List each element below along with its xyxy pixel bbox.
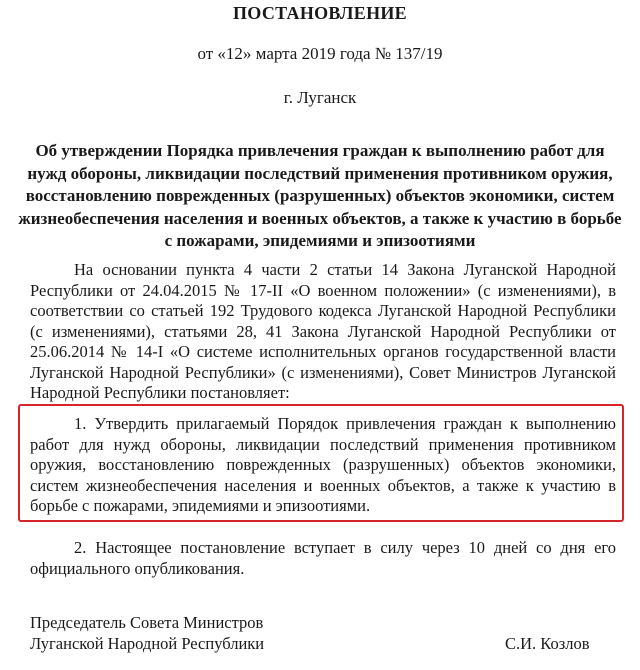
document-date-number: от «12» марта 2019 года № 137/19: [197, 44, 443, 63]
document-subject-heading: Об утверждении Порядка привлечения граждан к выполнению работ для нужд обороны, ликвидации последствий применения противником оружия, восстановлению поврежденных (разрушенных) объектов экономики, систем жизнеобеспечения населения и военных объектов, а также к участию в борьбе с пожарами, эпидемиями и эпизоотиями: [18, 141, 622, 250]
clause-2-paragraph: 2. Настоящее постановление вступает в силу через 10 дней со дня его официального опубликования.: [30, 538, 616, 578]
document-title: ПОСТАНОВЛЕНИЕ: [233, 3, 407, 23]
signatory-name: С.И. Козлов: [505, 634, 590, 653]
signatory-position-line-2: Луганской Народной Республики: [30, 633, 265, 653]
signatory-position: [30, 613, 264, 654]
clause-1-paragraph: 1. Утвердить прилагаемый Порядок привлечения граждан к выполнению работ для нужд обороны, ликвидации последствий применения противником оружия, восстановлению поврежденных (разрушенных) объектов экономики, систем жизнеобеспечения населения и военных объектов, а также к участию в борьбе с пожарами, эпидемиями и эпизоотиями.: [30, 414, 616, 515]
signatory-position-line-1: Председатель Совета Министров: [30, 613, 264, 632]
preamble-paragraph: На основании пункта 4 части 2 статьи 14 Закона Луганской Народной Республики от 24.04.2015 № 17-II «О военном положении» (с изменениями), в соответствии со статьей 192 Трудового кодекса Луганской Народной Республики (с изменениями), статьями 28, 41 Закона Луганской Народной Республики от 25.06.2014 № 14-I «О системе исполнительных органов государственной власти Луганской Народной Республики» (с изменениями), Совет Министров Луганской Народной Республики постановляет:: [30, 260, 616, 402]
document-city: г. Луганск: [283, 88, 357, 107]
